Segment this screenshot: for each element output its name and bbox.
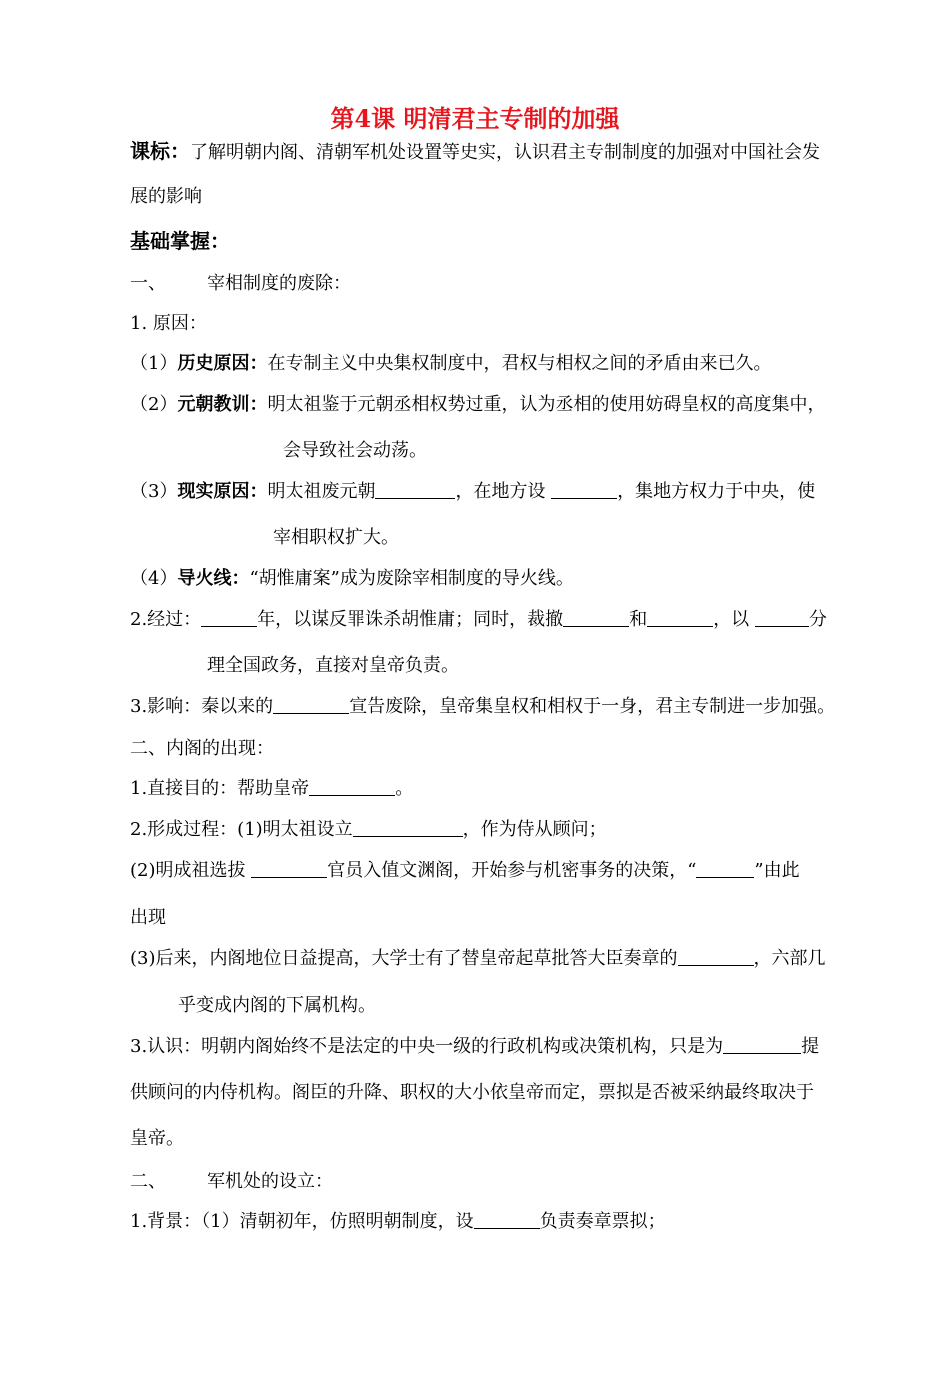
cause-2-continued: 会导致社会动荡。 xyxy=(283,440,427,461)
impact-line: 3.影响：秦以来的 宣告废除，皇帝集皇权和相权于一身，君主专制进一步加强。 xyxy=(130,696,836,717)
fill-blank[interactable] xyxy=(251,859,327,878)
purpose-line: 1.直接目的：帮助皇帝 。 xyxy=(130,778,414,799)
formation-2: (2)明成祖选拔 官员入值文渊阁，开始参与机密事务的决策，“ ”由此 xyxy=(130,860,800,881)
page-title: 第4课 明清君主专制的加强 xyxy=(330,104,620,133)
section1-title: 宰相制度的废除： xyxy=(207,273,351,294)
fill-blank[interactable] xyxy=(273,695,349,714)
fill-blank[interactable] xyxy=(563,608,629,627)
section3-number: 二、 xyxy=(130,1171,166,1192)
fill-blank[interactable] xyxy=(375,480,455,499)
fill-blank[interactable] xyxy=(678,947,754,966)
fill-blank[interactable] xyxy=(696,859,754,878)
section3-title: 军机处的设立： xyxy=(207,1171,333,1192)
section2-title: 二、内阁的出现： xyxy=(130,738,274,759)
fill-blank[interactable] xyxy=(755,608,809,627)
curriculum-line1: 课标：了解明朝内阁、清朝军机处设置等史实，认识君主专制制度的加强对中国社会发 xyxy=(130,139,820,163)
background-line: 1.背景：（1）清朝初年，仿照明朝制度，设 负责奏章票拟； xyxy=(130,1211,666,1232)
fill-blank[interactable] xyxy=(353,818,463,837)
formation-3-continued: 乎变成内阁的下属机构。 xyxy=(178,995,376,1016)
cause-4: （4）导火线：“胡惟庸案”成为废除宰相制度的导火线。 xyxy=(130,568,574,589)
process-line: 2.经过： 年，以谋反罪诛杀胡惟庸；同时，裁撤 和 ，以 分 xyxy=(130,609,827,630)
formation-3: (3)后来，内阁地位日益提高，大学士有了替皇帝起草批答大臣奏章的 ，六部几 xyxy=(130,948,826,969)
understanding-line2: 供顾问的内侍机构。阁臣的升降、职权的大小依皇帝而定，票拟是否被采纳最终取决于 xyxy=(130,1082,814,1103)
process-continued: 理全国政务，直接对皇帝负责。 xyxy=(207,655,459,676)
understanding-line3: 皇帝。 xyxy=(130,1128,184,1149)
understanding-line1: 3.认识：明朝内阁始终不是法定的中央一级的行政机构或决策机构，只是为 提 xyxy=(130,1036,820,1057)
fill-blank[interactable] xyxy=(474,1210,540,1229)
formation-line: 2.形成过程：(1)明太祖设立 ，作为侍从顾问； xyxy=(130,819,607,840)
formation-2-continued: 出现 xyxy=(130,907,166,928)
fill-blank[interactable] xyxy=(309,777,395,796)
cause-1: （1）历史原因：在专制主义中央集权制度中，君权与相权之间的矛盾由来已久。 xyxy=(130,353,772,374)
fill-blank[interactable] xyxy=(201,608,257,627)
section1-number: 一、 xyxy=(130,273,166,294)
cause-heading: 1. 原因： xyxy=(130,313,207,334)
curriculum-label: 课标： xyxy=(130,139,190,163)
cause-3-continued: 宰相职权扩大。 xyxy=(273,527,399,548)
fill-blank[interactable] xyxy=(647,608,713,627)
fill-blank[interactable] xyxy=(723,1035,801,1054)
curriculum-line2: 展的影响 xyxy=(130,186,202,207)
cause-2: （2）元朝教训：明太祖鉴于元朝丞相权势过重，认为丞相的使用妨碍皇权的高度集中， xyxy=(130,394,826,415)
basics-heading: 基础掌握： xyxy=(130,229,230,253)
fill-blank[interactable] xyxy=(551,480,617,499)
cause-3: （3）现实原因：明太祖废元朝 ，在地方设 ，集地方权力于中央，使 xyxy=(130,481,816,502)
